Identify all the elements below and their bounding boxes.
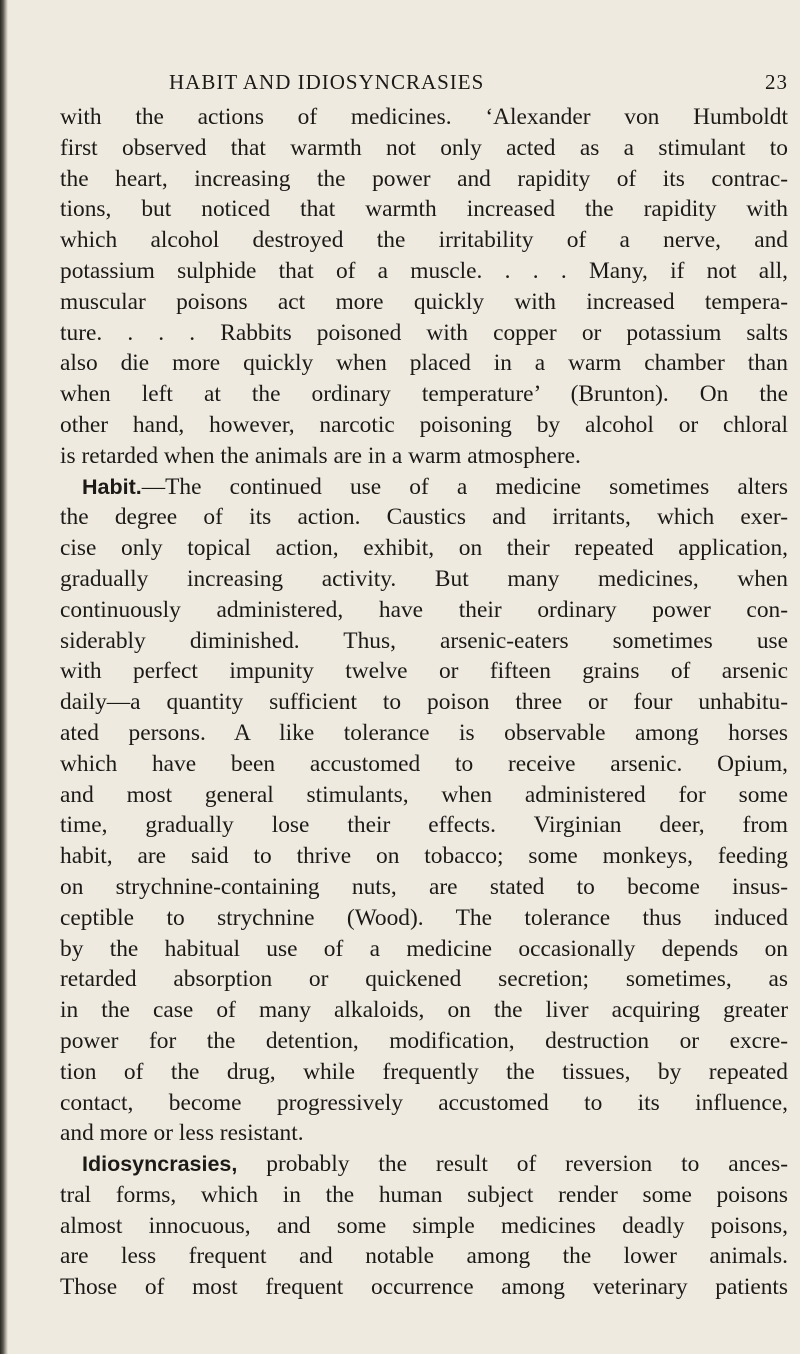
text-line: almost innocuous, and some simple medicines deadly poisons, (60, 1212, 788, 1239)
text-line: which have been accustomed to receive arsenic. Opium, (60, 750, 788, 777)
text-line: by the habitual use of a medicine occasionally depends on (60, 935, 788, 962)
text-line: with perfect impunity twelve or fifteen grains of arsenic (60, 658, 788, 685)
text-line: other hand, however, narcotic poisoning by alcohol or chloral (60, 411, 788, 438)
text-line: the heart, increasing the power and rapidity of its contrac- (60, 165, 788, 192)
text-line: on strychnine-containing nuts, are stated to become insus- (60, 873, 788, 900)
text-line: first observed that warmth not only acted as a stimulant to (60, 134, 788, 161)
text-line: and more or less resistant. (60, 1120, 304, 1147)
text-line: tions, but noticed that warmth increased the rapidity with (60, 196, 788, 223)
text-line: ceptible to strychnine (Wood). The tolerance thus induced (60, 904, 788, 931)
text-line: ture. . . . Rabbits poisoned with copper or potassium salts (60, 319, 788, 346)
paragraph-warmth (60, 102, 788, 472)
scan-binding-edge (0, 0, 8, 1354)
text-line (60, 472, 788, 503)
text-line: with the actions of medicines. ‘Alexander von Humboldt (60, 104, 788, 130)
text-line: ated persons. A like tolerance is observable among horses (60, 719, 788, 746)
text-line: habit, are said to thrive on tobacco; some monkeys, feeding (60, 843, 788, 870)
text-line: in the case of many alkaloids, on the liver acquiring greater (60, 997, 788, 1024)
text-line: muscular poisons act more quickly with increased tempera- (60, 288, 788, 315)
text-run: —The continued use of a medicine sometimes alters (141, 473, 788, 500)
text-line: Those of most frequent occurrence among veterinary patients (60, 1274, 788, 1301)
text-line: siderably diminished. Thus, arsenic-eaters sometimes use (60, 627, 788, 654)
text-line: also die more quickly when placed in a warm chamber than (60, 350, 788, 377)
text-line: retarded absorption or quickened secretion; sometimes, as (60, 966, 788, 993)
text-line: and most general stimulants, when administered for some (60, 781, 788, 808)
text-line: gradually increasing activity. But many medicines, when (60, 565, 788, 592)
running-header (60, 62, 788, 102)
text-line: are less frequent and notable among the lower animals. (60, 1243, 788, 1270)
text-line: the degree of its action. Caustics and irritants, which exer- (60, 504, 788, 531)
book-page (60, 62, 788, 1303)
text-line: power for the detention, modification, destruction or excre- (60, 1027, 788, 1054)
text-line: contact, become progressively accustomed to its influence, (60, 1089, 788, 1116)
text-line: tral forms, which in the human subject render some poisons (60, 1181, 788, 1208)
text-line: daily—a quantity sufficient to poison three or four unhabitu- (60, 689, 788, 716)
page-number: 23 (765, 70, 788, 94)
text-line: when left at the ordinary temperature’ (Brunton). On the (60, 381, 788, 408)
text-line: cise only topical action, exhibit, on their repeated application, (60, 535, 788, 562)
text-line: tion of the drug, while frequently the tissues, by repeated (60, 1058, 788, 1085)
paragraph-idiosyncrasies (60, 1149, 788, 1303)
text-line: time, gradually lose their effects. Virginian deer, from (60, 812, 788, 839)
paragraph-habit (60, 472, 788, 1150)
text-line: which alcohol destroyed the irritability of a nerve, and (60, 227, 788, 254)
text-run: probably the result of reversion to ances- (237, 1151, 788, 1178)
running-title: HABIT AND IDIOSYNCRASIES (169, 70, 485, 94)
section-heading-habit: Habit. (82, 474, 142, 499)
text-line (60, 1149, 788, 1180)
section-heading-idiosyncrasies: Idiosyncrasies, (82, 1152, 238, 1177)
text-line: continuously administered, have their ordinary power con- (60, 596, 788, 623)
text-line: potassium sulphide that of a muscle. . . . Many, if not all, (60, 257, 788, 284)
text-line: is retarded when the animals are in a warm atmosphere. (60, 442, 581, 469)
